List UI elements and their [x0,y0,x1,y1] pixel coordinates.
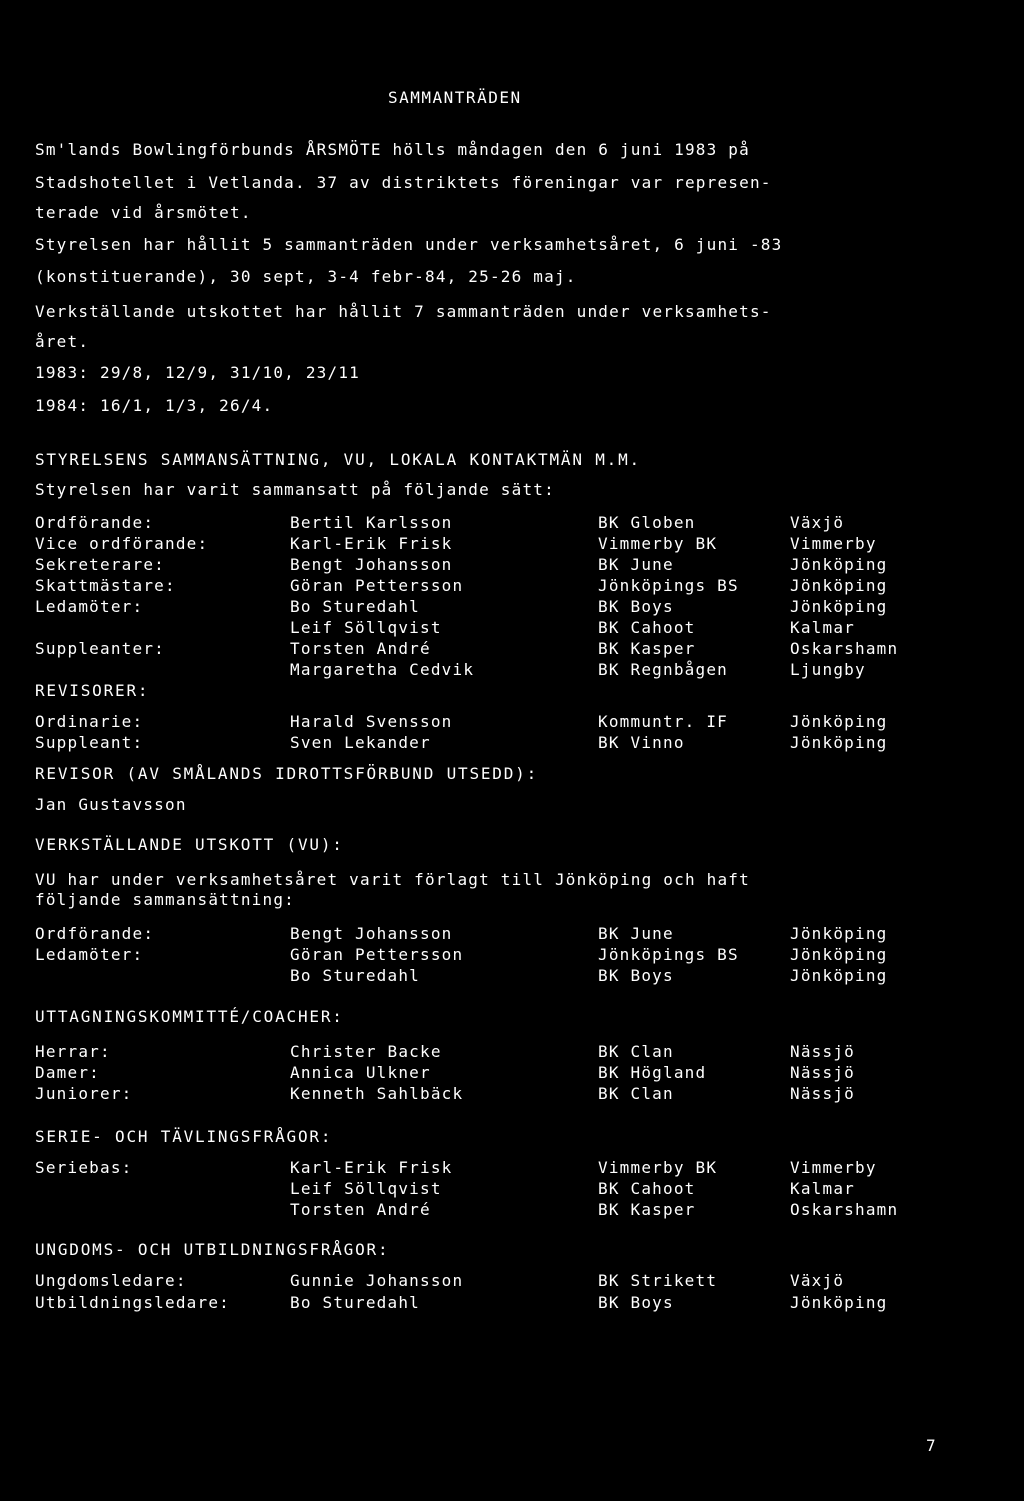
role: Utbildningsledare: [35,1293,230,1312]
city: Kalmar [790,618,855,637]
role: Ungdomsledare: [35,1271,187,1290]
city: Vimmerby [790,1158,877,1177]
club: BK Boys [598,597,674,616]
intro-line: Stadshotellet i Vetlanda. 37 av distriktets föreningar var represen- [35,173,772,192]
city: Jönköping [790,945,888,964]
intro-line: Verkställande utskottet har hållit 7 sammanträden under verksamhets- [35,302,772,321]
club: BK Cahoot [598,618,696,637]
role: Ledamöter: [35,597,144,616]
city: Jönköping [790,966,888,985]
role: Juniorer: [35,1084,133,1103]
person-name: Bertil Karlsson [290,513,453,532]
person-name: Karl-Erik Frisk [290,534,453,553]
club: BK Högland [598,1063,707,1082]
club: Vimmerby BK [598,534,718,553]
vu-text: följande sammansättning: [35,890,295,909]
person-name: Bengt Johansson [290,555,453,574]
role: Skattmästare: [35,576,176,595]
city: Växjö [790,513,845,532]
page-title: SAMMANTRÄDEN [388,88,522,107]
club: BK Kasper [598,639,696,658]
role: Seriebas: [35,1158,133,1177]
city: Jönköping [790,733,888,752]
role: Vice ordförande: [35,534,209,553]
person-name: Göran Pettersson [290,576,464,595]
person-name: Leif Söllqvist [290,618,442,637]
person-name: Torsten André [290,1200,431,1219]
role: Damer: [35,1063,100,1082]
club: BK Kasper [598,1200,696,1219]
club: BK Clan [598,1084,674,1103]
person-name: Torsten André [290,639,431,658]
sf-auditor-name: Jan Gustavsson [35,795,187,814]
series-heading: SERIE- OCH TÄVLINGSFRÅGOR: [35,1127,333,1146]
role: Ordförande: [35,513,155,532]
youth-heading: UNGDOMS- OCH UTBILDNINGSFRÅGOR: [35,1240,390,1259]
meeting-dates-1983: 1983: 29/8, 12/9, 31/10, 23/11 [35,363,360,382]
city: Kalmar [790,1179,855,1198]
city: Ljungby [790,660,866,679]
person-name: Leif Söllqvist [290,1179,442,1198]
city: Nässjö [790,1084,855,1103]
club: BK Globen [598,513,696,532]
person-name: Harald Svensson [290,712,453,731]
club: BK June [598,555,674,574]
club: BK Strikett [598,1271,718,1290]
intro-line: terade vid årsmötet. [35,203,252,222]
club: Jönköpings BS [598,576,739,595]
person-name: Göran Pettersson [290,945,464,964]
role: Sekreterare: [35,555,165,574]
intro-line: Styrelsen har hållit 5 sammanträden under verksamhetsåret, 6 juni -83 [35,235,783,254]
city: Jönköping [790,576,888,595]
board-heading: STYRELSENS SAMMANSÄTTNING, VU, LOKALA KONTAKTMÄN M.M. [35,450,641,469]
meeting-dates-1984: 1984: 16/1, 1/3, 26/4. [35,396,274,415]
city: Jönköping [790,712,888,731]
club: BK Cahoot [598,1179,696,1198]
club: Jönköpings BS [598,945,739,964]
city: Jönköping [790,924,888,943]
page-number: 7 [926,1436,937,1455]
role: Ordförande: [35,924,155,943]
club: BK June [598,924,674,943]
person-name: Bo Sturedahl [290,966,420,985]
intro-line: (konstituerande), 30 sept, 3-4 febr-84, 25-26 maj. [35,267,577,286]
person-name: Bengt Johansson [290,924,453,943]
club: BK Boys [598,1293,674,1312]
person-name: Annica Ulkner [290,1063,431,1082]
city: Nässjö [790,1042,855,1061]
intro-line: Sm'lands Bowlingförbunds ÅRSMÖTE hölls måndagen den 6 juni 1983 på [35,140,750,159]
city: Nässjö [790,1063,855,1082]
club: Kommuntr. IF [598,712,728,731]
club: BK Vinno [598,733,685,752]
role: Herrar: [35,1042,111,1061]
person-name: Sven Lekander [290,733,431,752]
club: Vimmerby BK [598,1158,718,1177]
role: Suppleanter: [35,639,165,658]
vu-heading: VERKSTÄLLANDE UTSKOTT (VU): [35,835,344,854]
club: BK Regnbågen [598,660,728,679]
city: Oskarshamn [790,639,899,658]
vu-text: VU har under verksamhetsåret varit förlagt till Jönköping och haft [35,870,750,889]
sf-auditor-heading: REVISOR (AV SMÅLANDS IDROTTSFÖRBUND UTSEDD): [35,764,539,783]
board-intro: Styrelsen har varit sammansatt på följande sätt: [35,480,555,499]
club: BK Boys [598,966,674,985]
person-name: Bo Sturedahl [290,597,420,616]
role: Ledamöter: [35,945,144,964]
city: Växjö [790,1271,845,1290]
city: Vimmerby [790,534,877,553]
person-name: Gunnie Johansson [290,1271,464,1290]
club: BK Clan [598,1042,674,1061]
role: Ordinarie: [35,712,144,731]
selection-heading: UTTAGNINGSKOMMITTÉ/COACHER: [35,1007,344,1026]
city: Oskarshamn [790,1200,899,1219]
city: Jönköping [790,597,888,616]
person-name: Christer Backe [290,1042,442,1061]
city: Jönköping [790,1293,888,1312]
person-name: Margaretha Cedvik [290,660,475,679]
person-name: Bo Sturedahl [290,1293,420,1312]
intro-line: året. [35,332,90,351]
person-name: Karl-Erik Frisk [290,1158,453,1177]
person-name: Kenneth Sahlbäck [290,1084,464,1103]
city: Jönköping [790,555,888,574]
role: Suppleant: [35,733,144,752]
auditors-heading: REVISORER: [35,681,150,700]
